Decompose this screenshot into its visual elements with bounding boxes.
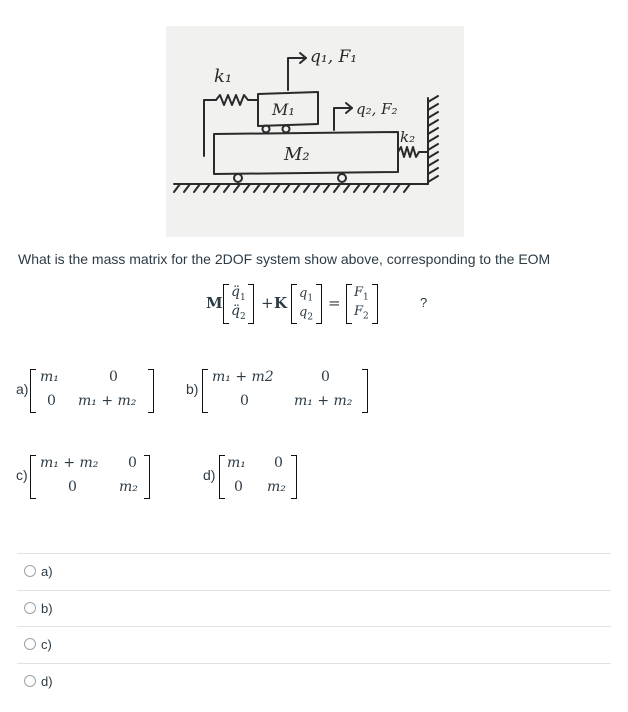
matrix-d-r1c2: 0 — [274, 455, 283, 471]
eom-stiffness-symbol: K — [274, 294, 288, 312]
eom-F2: $F_2$ — [354, 304, 369, 322]
sketch-drawing — [166, 26, 464, 237]
matrix-label-a: a) — [16, 381, 29, 397]
eom-F1: $F_1$ — [354, 285, 369, 303]
ground-hatch — [174, 184, 410, 192]
system-sketch — [166, 26, 464, 237]
label-arrow1: q₁, F₁ — [310, 47, 358, 67]
eom-qdd2: $q̈_2$ — [231, 303, 246, 322]
matrix-bracket-left — [30, 455, 36, 499]
wheel-m2-left — [234, 174, 242, 182]
label-arrow2: q₂, F₂ — [356, 100, 398, 118]
eom-mass-symbol: M — [206, 294, 223, 312]
matrix-bracket-left — [30, 369, 36, 413]
answer-choice-d[interactable] — [17, 663, 611, 700]
matrix-label-d: d) — [203, 467, 216, 483]
answer-choice-a[interactable] — [17, 553, 611, 590]
matrix-c-r1c1: m₁ + m₂ — [40, 455, 99, 471]
spring-k2 — [398, 147, 428, 157]
eom-q2: $q_2$ — [299, 305, 314, 323]
matrix-bracket-left — [202, 369, 208, 413]
matrix-c-r2c2: m₂ — [119, 479, 138, 495]
arrow1-stem — [288, 58, 306, 90]
wheel-m2-right — [338, 174, 346, 182]
matrix-bracket-right — [362, 369, 368, 413]
matrix-bracket-right — [291, 455, 297, 499]
answer-label: d) — [41, 674, 53, 689]
radio-button[interactable] — [24, 602, 36, 614]
matrix-a-r1c1: m₁ — [40, 369, 59, 385]
matrix-b-r2c1: 0 — [240, 393, 249, 409]
radio-button[interactable] — [24, 638, 36, 650]
eom-bracket — [372, 284, 378, 324]
eom-q1: $q_1$ — [299, 286, 314, 304]
radio-button[interactable] — [24, 565, 36, 577]
matrix-c-r2c1: 0 — [68, 479, 77, 495]
answer-label: a) — [41, 564, 53, 579]
wall-hatch — [428, 96, 438, 182]
matrix-label-b: b) — [186, 381, 199, 397]
matrix-b-r1c1: m₁ + m2 — [212, 369, 274, 385]
matrix-option-c — [16, 453, 166, 501]
answer-label: c) — [41, 637, 52, 652]
question-text: What is the mass matrix for the 2DOF system show above, corresponding to the EOM — [18, 251, 551, 267]
wheel-m1-right — [283, 126, 290, 133]
eom-bracket — [223, 284, 229, 324]
matrix-a-r1c2: 0 — [109, 369, 118, 385]
spring-k1 — [216, 95, 258, 105]
answer-choice-c[interactable] — [17, 626, 611, 663]
label-k1: k₁ — [214, 66, 233, 87]
matrix-d-r1c1: m₁ — [227, 455, 246, 471]
matrix-d-r2c2: m₂ — [267, 479, 286, 495]
matrix-bracket-right — [144, 455, 150, 499]
eom-bracket — [248, 284, 254, 324]
matrix-c-r1c2: 0 — [128, 455, 137, 471]
label-k2: k₂ — [400, 128, 416, 146]
answer-label: b) — [41, 601, 53, 616]
matrix-bracket-right — [148, 369, 154, 413]
label-m1: M₁ — [272, 100, 295, 119]
label-m2: M₂ — [284, 144, 310, 165]
eom-qdd1: $q̈_1$ — [231, 284, 246, 303]
eom-equals: = — [328, 294, 341, 312]
matrix-label-c: c) — [16, 467, 28, 483]
matrix-d-r2c1: 0 — [234, 479, 243, 495]
matrix-option-a — [16, 367, 166, 415]
radio-button[interactable] — [24, 675, 36, 687]
eom-bracket — [316, 284, 322, 324]
matrix-option-b — [186, 367, 376, 415]
eom-bracket — [291, 284, 297, 324]
matrix-a-r2c2: m₁ + m₂ — [78, 393, 137, 409]
eom-bracket — [346, 284, 352, 324]
answer-choice-b[interactable] — [17, 590, 611, 627]
matrix-b-r1c2: 0 — [321, 369, 330, 385]
matrix-bracket-left — [219, 455, 225, 499]
eom-plus: + — [261, 294, 274, 312]
matrix-b-r2c2: m₁ + m₂ — [294, 393, 353, 409]
eom-question-mark: ? — [420, 295, 428, 310]
matrix-a-r2c1: 0 — [47, 393, 56, 409]
matrix-option-d — [203, 453, 313, 501]
